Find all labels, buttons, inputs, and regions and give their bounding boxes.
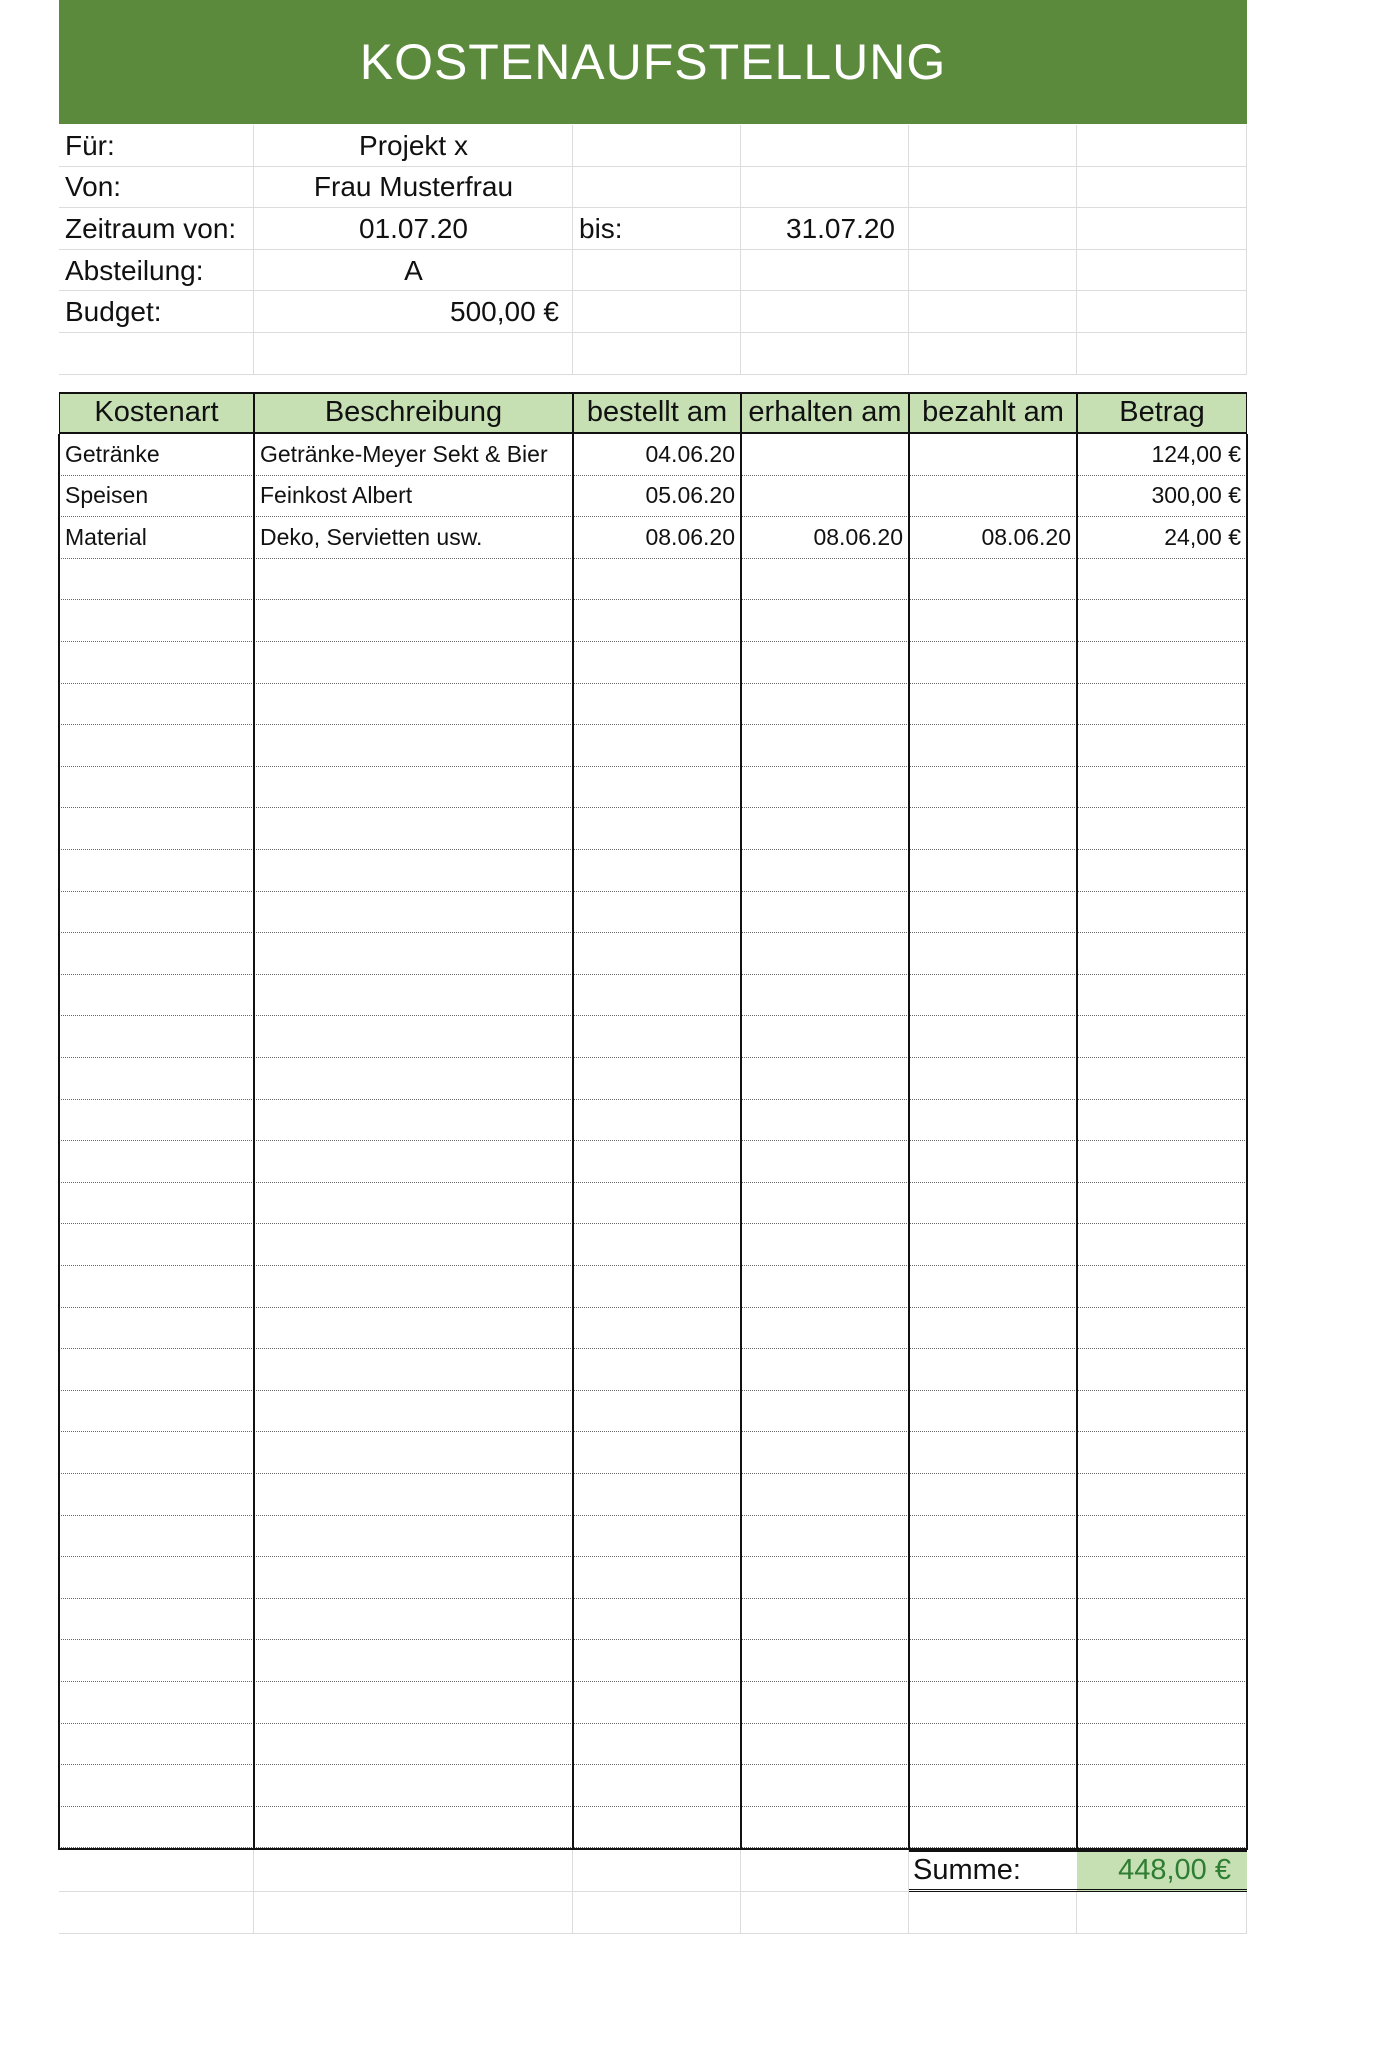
column-header[interactable]: Betrag: [1077, 392, 1247, 434]
empty-cell[interactable]: [573, 808, 741, 850]
table-cell[interactable]: 05.06.20: [573, 476, 741, 518]
grid-cell[interactable]: [59, 1850, 254, 1892]
empty-cell[interactable]: [909, 1308, 1077, 1350]
value-budget[interactable]: 500,00 €: [450, 296, 559, 328]
table-border: [1246, 434, 1248, 1848]
grid-cell[interactable]: [1077, 250, 1247, 292]
table-cell[interactable]: [909, 476, 1077, 518]
empty-cell[interactable]: [254, 1183, 573, 1225]
table-cell[interactable]: 08.06.20: [909, 517, 1077, 559]
empty-cell[interactable]: [573, 1183, 741, 1225]
empty-cell[interactable]: [909, 808, 1077, 850]
empty-cell[interactable]: [741, 1640, 909, 1682]
empty-cell[interactable]: [1077, 767, 1247, 809]
empty-cell[interactable]: [254, 1474, 573, 1516]
empty-cell[interactable]: [909, 1640, 1077, 1682]
empty-cell[interactable]: [573, 1141, 741, 1183]
table-cell[interactable]: 24,00 €: [1077, 517, 1247, 559]
empty-cell[interactable]: [254, 1016, 573, 1058]
empty-cell[interactable]: [573, 1724, 741, 1766]
empty-cell[interactable]: [573, 1516, 741, 1558]
empty-cell[interactable]: [741, 1474, 909, 1516]
empty-cell[interactable]: [1077, 1516, 1247, 1558]
empty-cell[interactable]: [1077, 808, 1247, 850]
grid-cell[interactable]: [573, 291, 741, 333]
column-header[interactable]: bestellt am: [573, 392, 741, 434]
empty-cell[interactable]: [59, 1724, 254, 1766]
empty-cell[interactable]: [59, 1100, 254, 1142]
empty-cell[interactable]: [59, 808, 254, 850]
grid-cell[interactable]: [909, 208, 1077, 250]
grid-cell[interactable]: [573, 125, 741, 167]
empty-cell[interactable]: [1077, 1183, 1247, 1225]
empty-cell[interactable]: [1077, 1640, 1247, 1682]
label-budget[interactable]: Budget:: [65, 296, 162, 328]
empty-cell[interactable]: [573, 1016, 741, 1058]
column-header[interactable]: bezahlt am: [909, 392, 1077, 434]
empty-cell[interactable]: [909, 1224, 1077, 1266]
grid-cell[interactable]: [909, 167, 1077, 209]
empty-cell[interactable]: [254, 1724, 573, 1766]
empty-cell[interactable]: [909, 933, 1077, 975]
empty-cell[interactable]: [59, 975, 254, 1017]
table-cell[interactable]: Material: [59, 517, 254, 559]
empty-cell[interactable]: [573, 1557, 741, 1599]
empty-cell[interactable]: [254, 1141, 573, 1183]
empty-cell[interactable]: [59, 642, 254, 684]
empty-cell[interactable]: [1077, 642, 1247, 684]
empty-cell[interactable]: [254, 1640, 573, 1682]
empty-cell[interactable]: [59, 1807, 254, 1849]
empty-cell[interactable]: [573, 1807, 741, 1849]
empty-cell[interactable]: [59, 1474, 254, 1516]
empty-cell[interactable]: [59, 767, 254, 809]
empty-cell[interactable]: [254, 1557, 573, 1599]
empty-cell[interactable]: [59, 850, 254, 892]
empty-cell[interactable]: [59, 1765, 254, 1807]
empty-cell[interactable]: [254, 1682, 573, 1724]
grid-cell[interactable]: [254, 1892, 573, 1934]
empty-cell[interactable]: [1077, 1765, 1247, 1807]
empty-cell[interactable]: [741, 642, 909, 684]
empty-cell[interactable]: [909, 1765, 1077, 1807]
empty-cell[interactable]: [254, 1224, 573, 1266]
empty-cell[interactable]: [573, 559, 741, 601]
grid-cell[interactable]: [573, 250, 741, 292]
empty-cell[interactable]: [254, 1100, 573, 1142]
empty-cell[interactable]: [909, 1141, 1077, 1183]
empty-cell[interactable]: [59, 1682, 254, 1724]
empty-cell[interactable]: [909, 600, 1077, 642]
table-cell[interactable]: 124,00 €: [1077, 434, 1247, 476]
value-von[interactable]: Frau Musterfrau: [313, 171, 514, 203]
empty-cell[interactable]: [573, 892, 741, 934]
empty-cell[interactable]: [254, 1349, 573, 1391]
empty-cell[interactable]: [741, 1557, 909, 1599]
grid-cell[interactable]: [909, 250, 1077, 292]
empty-cell[interactable]: [1077, 1391, 1247, 1433]
empty-cell[interactable]: [59, 1308, 254, 1350]
empty-cell[interactable]: [573, 975, 741, 1017]
empty-cell[interactable]: [741, 725, 909, 767]
empty-cell[interactable]: [573, 642, 741, 684]
empty-cell[interactable]: [1077, 684, 1247, 726]
empty-cell[interactable]: [59, 1058, 254, 1100]
empty-cell[interactable]: [573, 1100, 741, 1142]
empty-cell[interactable]: [909, 850, 1077, 892]
empty-cell[interactable]: [1077, 1308, 1247, 1350]
empty-cell[interactable]: [1077, 975, 1247, 1017]
empty-cell[interactable]: [1077, 1349, 1247, 1391]
empty-cell[interactable]: [573, 1640, 741, 1682]
empty-cell[interactable]: [741, 1349, 909, 1391]
empty-cell[interactable]: [573, 725, 741, 767]
empty-cell[interactable]: [573, 1474, 741, 1516]
empty-cell[interactable]: [741, 1224, 909, 1266]
empty-cell[interactable]: [573, 1349, 741, 1391]
empty-cell[interactable]: [59, 1516, 254, 1558]
grid-cell[interactable]: [909, 333, 1077, 375]
empty-cell[interactable]: [741, 808, 909, 850]
empty-cell[interactable]: [1077, 1807, 1247, 1849]
table-cell[interactable]: Speisen: [59, 476, 254, 518]
empty-cell[interactable]: [573, 684, 741, 726]
empty-cell[interactable]: [254, 933, 573, 975]
empty-cell[interactable]: [741, 892, 909, 934]
empty-cell[interactable]: [573, 1391, 741, 1433]
empty-cell[interactable]: [909, 1016, 1077, 1058]
value-zeitraum-von[interactable]: 01.07.20: [359, 212, 468, 244]
table-border: [740, 434, 742, 1848]
column-header[interactable]: Kostenart: [59, 392, 254, 434]
table-cell[interactable]: [741, 434, 909, 476]
grid-cell[interactable]: [741, 125, 909, 167]
empty-cell[interactable]: [741, 1308, 909, 1350]
empty-cell[interactable]: [1077, 1016, 1247, 1058]
empty-cell[interactable]: [1077, 1224, 1247, 1266]
empty-cell[interactable]: [1077, 725, 1247, 767]
empty-cell[interactable]: [741, 1724, 909, 1766]
value-zeitraum-bis[interactable]: 31.07.20: [786, 212, 895, 244]
empty-cell[interactable]: [254, 559, 573, 601]
grid-cell[interactable]: [741, 1850, 909, 1892]
empty-cell[interactable]: [254, 1266, 573, 1308]
grid-cell[interactable]: [741, 167, 909, 209]
label-zeitraum[interactable]: Zeitraum von:: [65, 212, 237, 244]
empty-cell[interactable]: [741, 1432, 909, 1474]
grid-cell[interactable]: [254, 333, 573, 375]
empty-cell[interactable]: [573, 1058, 741, 1100]
empty-cell[interactable]: [59, 1599, 254, 1641]
empty-cell[interactable]: [909, 892, 1077, 934]
column-header[interactable]: Beschreibung: [254, 392, 573, 434]
grid-cell[interactable]: [573, 1850, 741, 1892]
empty-cell[interactable]: [254, 850, 573, 892]
empty-cell[interactable]: [254, 1516, 573, 1558]
table-cell[interactable]: Deko, Servietten usw.: [254, 517, 573, 559]
sum-value: 448,00 €: [1077, 1850, 1247, 1892]
empty-cell[interactable]: [254, 1765, 573, 1807]
grid-cell[interactable]: [909, 1892, 1077, 1934]
empty-cell[interactable]: [909, 1557, 1077, 1599]
empty-cell[interactable]: [1077, 1100, 1247, 1142]
empty-cell[interactable]: [254, 1391, 573, 1433]
empty-cell[interactable]: [1077, 1724, 1247, 1766]
empty-cell[interactable]: [573, 1765, 741, 1807]
grid-cell[interactable]: [909, 125, 1077, 167]
empty-cell[interactable]: [909, 1516, 1077, 1558]
table-border: [58, 434, 60, 1848]
empty-cell[interactable]: [59, 725, 254, 767]
empty-cell[interactable]: [909, 684, 1077, 726]
grid-cell[interactable]: [1077, 291, 1247, 333]
grid-cell[interactable]: [573, 1892, 741, 1934]
empty-cell[interactable]: [573, 767, 741, 809]
table-cell[interactable]: Getränke-Meyer Sekt & Bier: [254, 434, 573, 476]
grid-cell[interactable]: [909, 291, 1077, 333]
empty-cell[interactable]: [1077, 892, 1247, 934]
empty-cell[interactable]: [1077, 1599, 1247, 1641]
empty-cell[interactable]: [1077, 1474, 1247, 1516]
column-header[interactable]: erhalten am: [741, 392, 909, 434]
empty-cell[interactable]: [59, 600, 254, 642]
empty-cell[interactable]: [1077, 559, 1247, 601]
empty-cell[interactable]: [741, 1765, 909, 1807]
empty-cell[interactable]: [254, 684, 573, 726]
empty-cell[interactable]: [1077, 600, 1247, 642]
grid-cell[interactable]: [254, 1850, 573, 1892]
empty-cell[interactable]: [573, 1432, 741, 1474]
table-cell[interactable]: [741, 476, 909, 518]
empty-cell[interactable]: [909, 1183, 1077, 1225]
table-cell[interactable]: 08.06.20: [573, 517, 741, 559]
grid-cell[interactable]: [1077, 333, 1247, 375]
empty-cell[interactable]: [59, 1349, 254, 1391]
empty-cell[interactable]: [909, 1724, 1077, 1766]
empty-cell[interactable]: [254, 1308, 573, 1350]
empty-cell[interactable]: [59, 1640, 254, 1682]
empty-cell[interactable]: [909, 559, 1077, 601]
table-border: [253, 434, 255, 1848]
table-border: [572, 434, 574, 1848]
label-fuer[interactable]: Für:: [65, 129, 115, 161]
empty-cell[interactable]: [254, 1807, 573, 1849]
empty-cell[interactable]: [59, 1141, 254, 1183]
empty-cell[interactable]: [254, 1599, 573, 1641]
empty-cell[interactable]: [909, 1474, 1077, 1516]
empty-cell[interactable]: [1077, 933, 1247, 975]
table-cell[interactable]: 08.06.20: [741, 517, 909, 559]
table-border: [1076, 434, 1078, 1848]
empty-cell[interactable]: [909, 1058, 1077, 1100]
grid-cell[interactable]: [1077, 1892, 1247, 1934]
sum-label: Summe:: [909, 1850, 1077, 1892]
label-bis[interactable]: bis:: [579, 212, 623, 244]
empty-cell[interactable]: [741, 1141, 909, 1183]
table-cell[interactable]: [909, 434, 1077, 476]
grid-cell[interactable]: [573, 333, 741, 375]
grid-cell[interactable]: [1077, 125, 1247, 167]
empty-cell[interactable]: [741, 933, 909, 975]
empty-cell[interactable]: [741, 1100, 909, 1142]
empty-cell[interactable]: [59, 1266, 254, 1308]
grid-cell[interactable]: [1077, 167, 1247, 209]
empty-cell[interactable]: [573, 1682, 741, 1724]
empty-cell[interactable]: [59, 1016, 254, 1058]
empty-cell[interactable]: [1077, 1266, 1247, 1308]
empty-cell[interactable]: [573, 1599, 741, 1641]
empty-cell[interactable]: [59, 559, 254, 601]
empty-cell[interactable]: [573, 933, 741, 975]
empty-cell[interactable]: [741, 600, 909, 642]
grid-cell[interactable]: [59, 1892, 254, 1934]
empty-cell[interactable]: [573, 1266, 741, 1308]
empty-cell[interactable]: [59, 1391, 254, 1433]
table-cell[interactable]: Getränke: [59, 434, 254, 476]
empty-cell[interactable]: [1077, 1432, 1247, 1474]
empty-cell[interactable]: [741, 975, 909, 1017]
empty-cell[interactable]: [741, 1807, 909, 1849]
table-cell[interactable]: 300,00 €: [1077, 476, 1247, 518]
empty-cell[interactable]: [741, 1391, 909, 1433]
empty-cell[interactable]: [909, 725, 1077, 767]
empty-cell[interactable]: [909, 1599, 1077, 1641]
empty-cell[interactable]: [909, 1807, 1077, 1849]
empty-cell[interactable]: [741, 850, 909, 892]
table-cell[interactable]: Feinkost Albert: [254, 476, 573, 518]
grid-cell[interactable]: [741, 1892, 909, 1934]
empty-cell[interactable]: [573, 600, 741, 642]
table-cell[interactable]: 04.06.20: [573, 434, 741, 476]
value-abteilung[interactable]: A: [404, 254, 423, 286]
empty-cell[interactable]: [909, 1682, 1077, 1724]
empty-cell[interactable]: [573, 1224, 741, 1266]
label-abteilung[interactable]: Absteilung:: [65, 254, 204, 286]
empty-cell[interactable]: [741, 767, 909, 809]
grid-cell[interactable]: [741, 291, 909, 333]
grid-cell[interactable]: [59, 333, 254, 375]
value-fuer[interactable]: Projekt x: [359, 129, 468, 161]
empty-cell[interactable]: [254, 808, 573, 850]
empty-cell[interactable]: [741, 1516, 909, 1558]
grid-cell[interactable]: [1077, 208, 1247, 250]
empty-cell[interactable]: [59, 1183, 254, 1225]
empty-cell[interactable]: [254, 975, 573, 1017]
empty-cell[interactable]: [254, 1432, 573, 1474]
grid-cell[interactable]: [741, 250, 909, 292]
empty-cell[interactable]: [1077, 1682, 1247, 1724]
empty-cell[interactable]: [59, 892, 254, 934]
empty-cell[interactable]: [741, 1016, 909, 1058]
empty-cell[interactable]: [1077, 1141, 1247, 1183]
empty-cell[interactable]: [59, 933, 254, 975]
empty-cell[interactable]: [59, 1224, 254, 1266]
empty-cell[interactable]: [741, 1266, 909, 1308]
empty-cell[interactable]: [573, 850, 741, 892]
empty-cell[interactable]: [909, 1349, 1077, 1391]
empty-cell[interactable]: [59, 1432, 254, 1474]
empty-cell[interactable]: [59, 684, 254, 726]
table-border: [908, 434, 910, 1848]
empty-cell[interactable]: [59, 1557, 254, 1599]
empty-cell[interactable]: [909, 1100, 1077, 1142]
empty-cell[interactable]: [909, 1266, 1077, 1308]
label-von[interactable]: Von:: [65, 171, 122, 203]
empty-cell[interactable]: [1077, 1557, 1247, 1599]
empty-cell[interactable]: [254, 725, 573, 767]
empty-cell[interactable]: [909, 767, 1077, 809]
empty-cell[interactable]: [909, 975, 1077, 1017]
empty-cell[interactable]: [741, 1058, 909, 1100]
empty-cell[interactable]: [254, 642, 573, 684]
empty-cell[interactable]: [741, 1599, 909, 1641]
sheet-title: KOSTENAUFSTELLUNG: [59, 0, 1247, 124]
empty-cell[interactable]: [909, 642, 1077, 684]
empty-cell[interactable]: [741, 1183, 909, 1225]
empty-cell[interactable]: [741, 1682, 909, 1724]
empty-cell[interactable]: [909, 1391, 1077, 1433]
empty-cell[interactable]: [254, 767, 573, 809]
empty-cell[interactable]: [909, 1432, 1077, 1474]
empty-cell[interactable]: [254, 600, 573, 642]
empty-cell[interactable]: [254, 1058, 573, 1100]
empty-cell[interactable]: [1077, 850, 1247, 892]
grid-cell[interactable]: [741, 333, 909, 375]
empty-cell[interactable]: [573, 1308, 741, 1350]
grid-cell[interactable]: [573, 167, 741, 209]
empty-cell[interactable]: [254, 892, 573, 934]
empty-cell[interactable]: [741, 684, 909, 726]
empty-cell[interactable]: [1077, 1058, 1247, 1100]
empty-cell[interactable]: [741, 559, 909, 601]
